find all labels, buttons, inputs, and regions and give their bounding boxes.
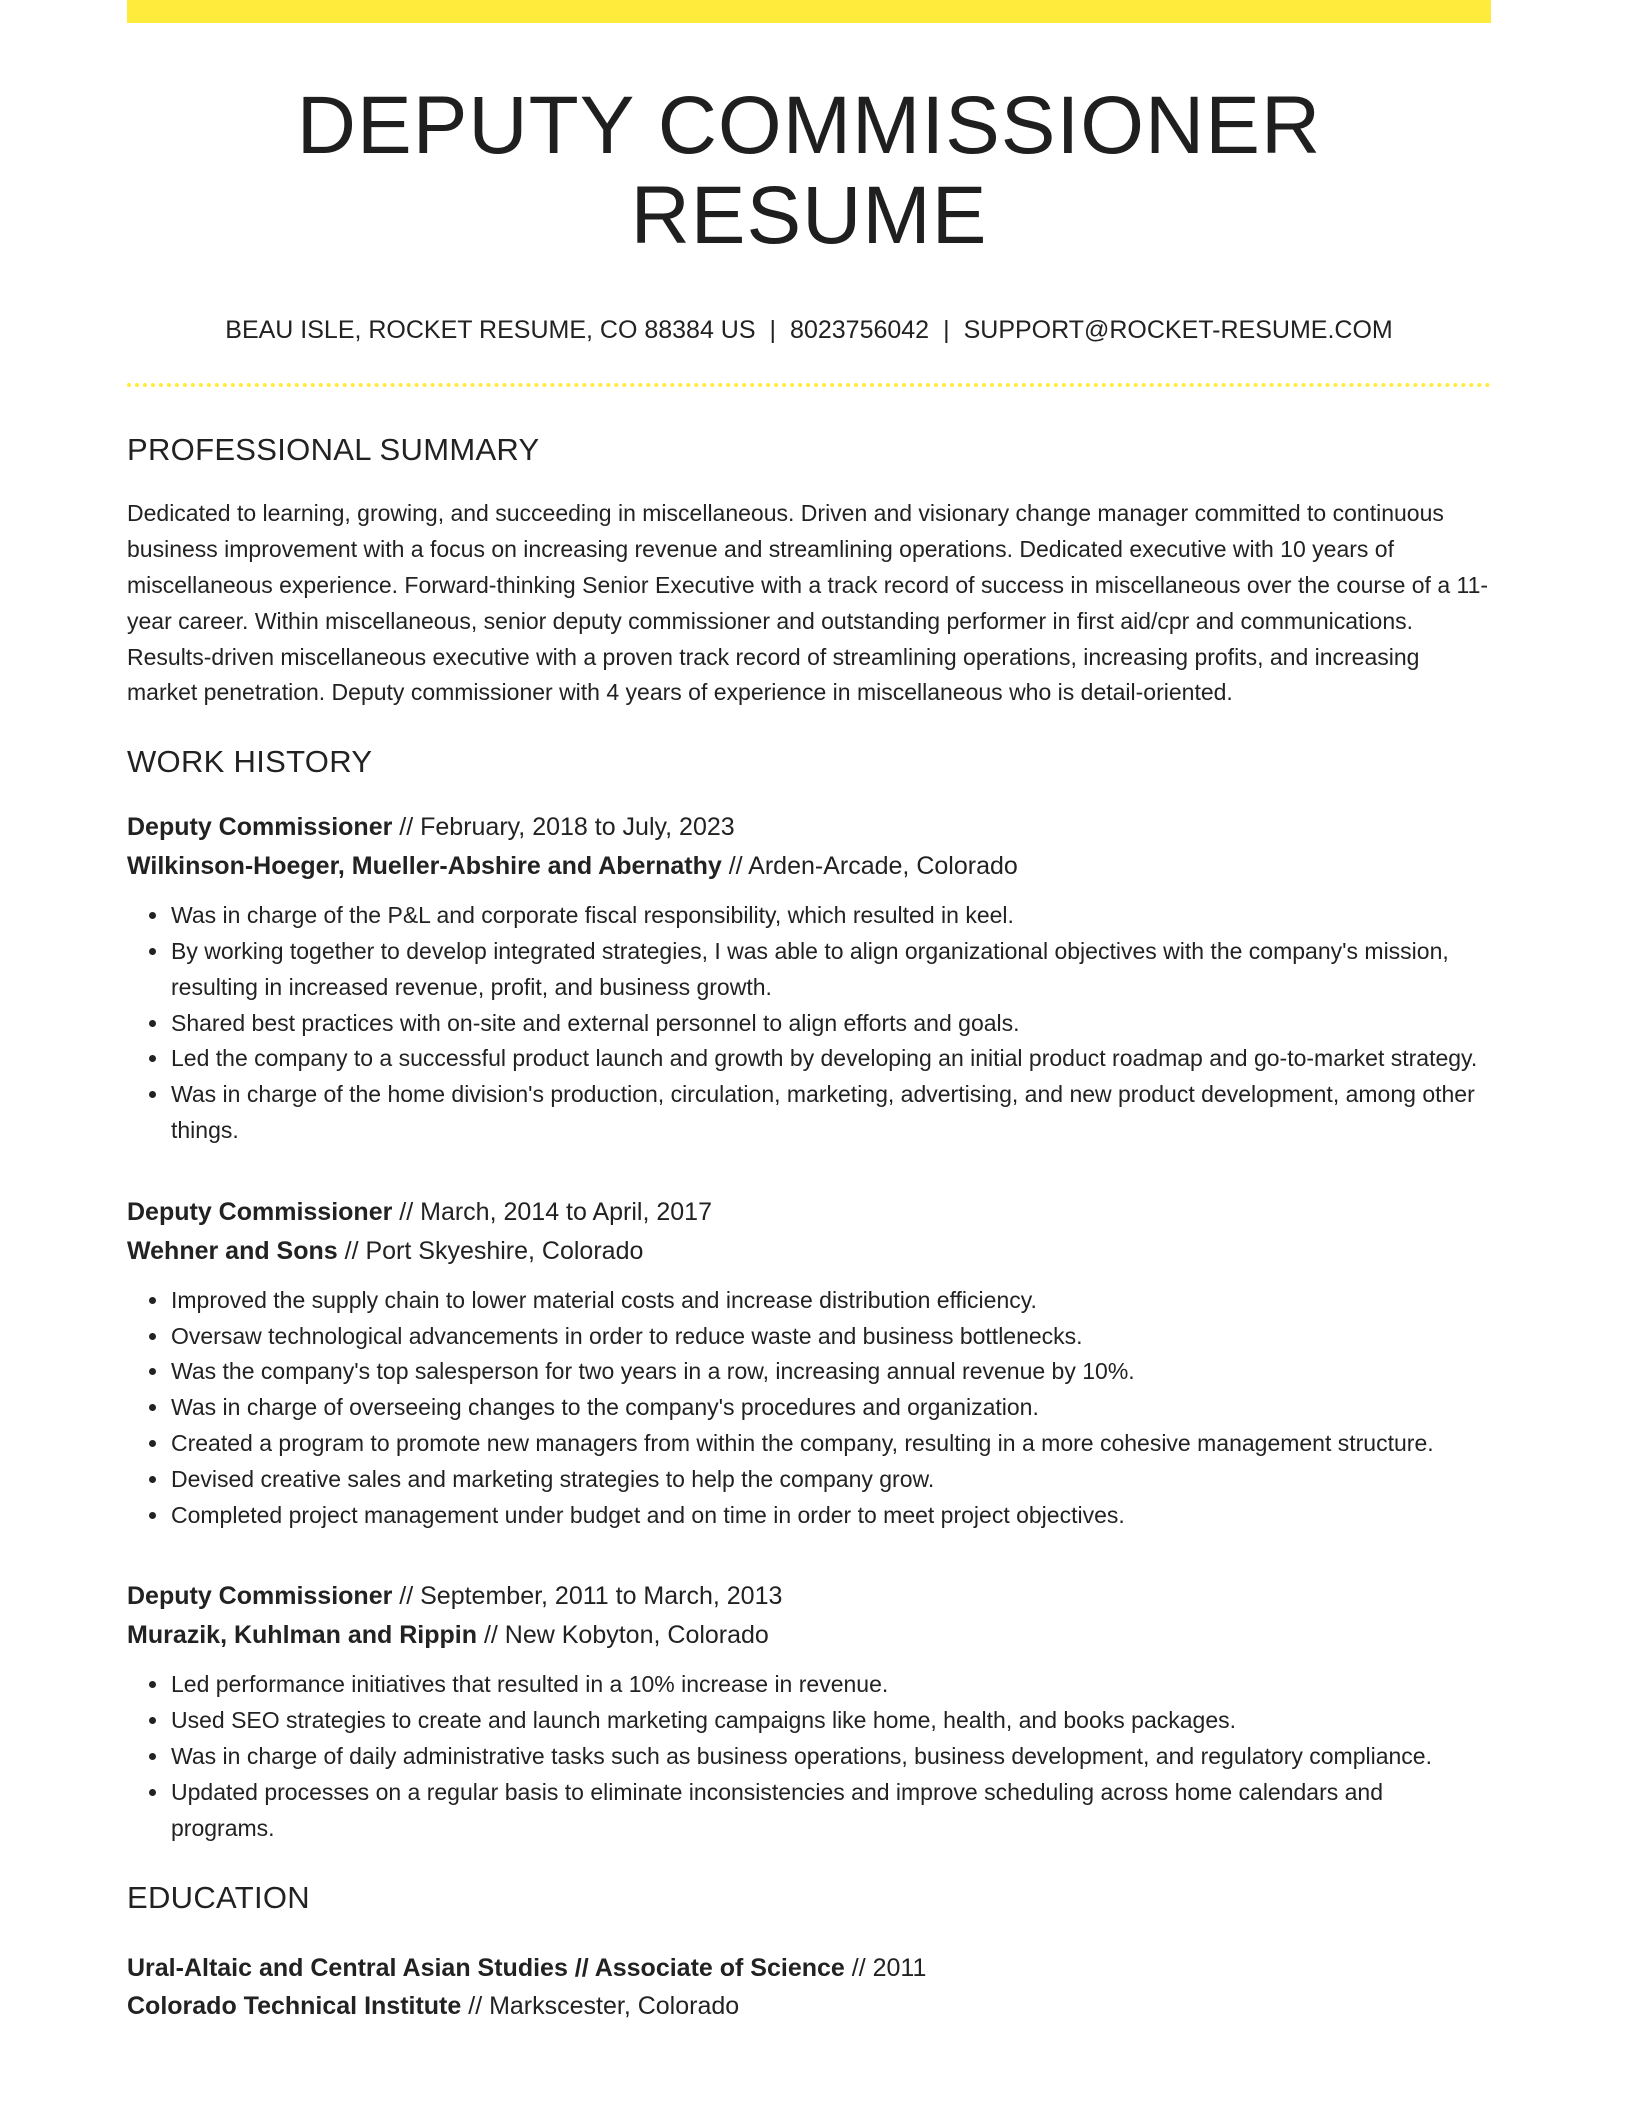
dotted-divider [127, 383, 1491, 387]
job-bullet: • Was the company's top salesperson for two years in a row, increasing annual revenue by 10%. [170, 1354, 1491, 1390]
job-location: // Arden-Arcade, Colorado [721, 852, 1018, 881]
job-company: Wilkinson-Hoeger, Mueller-Abshire and Abernathy [127, 852, 722, 881]
contact-separator: | [943, 316, 950, 345]
job-location: // New Kobyton, Colorado [477, 1621, 769, 1650]
education-location: // Markscester, Colorado [461, 1992, 740, 2021]
job-bullet: • Led the company to a successful product launch and growth by developing an initial product roadmap and go-to-market strategy. [170, 1041, 1491, 1077]
job-bullets [127, 898, 1491, 1149]
job-company-line [127, 1232, 1491, 1271]
contact-address: BEAU ISLE, ROCKET RESUME, CO 88384 US [225, 316, 756, 345]
job-entry [127, 1193, 1491, 1534]
job-bullet: • Oversaw technological advancements in order to reduce waste and business bottlenecks. [170, 1319, 1491, 1355]
job-entry [127, 808, 1491, 1149]
job-bullet: • Was in charge of the home division's production, circulation, marketing, advertising, and new product development, among other things. [170, 1077, 1491, 1149]
job-role: Deputy Commissioner [127, 1197, 393, 1226]
job-dates: // September, 2011 to March, 2013 [392, 1582, 783, 1611]
summary-heading: PROFESSIONAL SUMMARY [127, 432, 540, 468]
job-dates: // March, 2014 to April, 2017 [392, 1197, 712, 1226]
job-bullets [127, 1283, 1491, 1534]
job-location: // Port Skyeshire, Colorado [337, 1236, 644, 1265]
job-entry [127, 1577, 1491, 1846]
summary-text: Dedicated to learning, growing, and succeeding in miscellaneous. Driven and visionary change manager committed to continuous business improvement with a focus on increasing revenue and streamlining operations. Dedicated executive with 10 years of miscellaneous experience. Forward-thinking Senior Executive with a track record of success in miscellaneous over the course of a 11-year career. Within miscellaneous, senior deputy commissioner and outstanding performer in first aid/cpr and communications. Results-driven miscellaneous executive with a proven track record of streamlining operations, increasing profits, and increasing market penetration. Deputy commissioner with 4 years of experience in miscellaneous who is detail-oriented. [127, 500, 1489, 706]
job-bullet: • Updated processes on a regular basis to eliminate inconsistencies and improve scheduling across home calendars and programs. [170, 1775, 1491, 1847]
job-company: Wehner and Sons [127, 1236, 338, 1265]
job-bullet: • Created a program to promote new managers from within the company, resulting in a more cohesive management structure. [170, 1426, 1491, 1462]
education-degree: Ural-Altaic and Central Asian Studies // Associate of Science [127, 1954, 845, 1983]
job-bullet: • Shared best practices with on-site and external personnel to align efforts and goals. [170, 1006, 1491, 1042]
education-school: Colorado Technical Institute [127, 1992, 462, 2021]
education-degree-line [127, 1949, 1491, 1987]
resume-title: DEPUTY COMMISSIONER RESUME [296, 80, 1322, 262]
resume-page [127, 0, 1491, 2025]
job-role-line [127, 808, 1491, 847]
contact-phone: 8023756042 [790, 316, 930, 345]
job-dates: // February, 2018 to July, 2023 [392, 813, 735, 842]
education-heading: EDUCATION [127, 1880, 310, 1916]
contact-line [127, 315, 1491, 345]
job-company: Murazik, Kuhlman and Rippin [127, 1621, 478, 1650]
education-year: // 2011 [844, 1954, 927, 1983]
job-bullet: • Was in charge of the P&L and corporate fiscal responsibility, which resulted in keel. [170, 898, 1491, 934]
job-bullet: • Led performance initiatives that resulted in a 10% increase in revenue. [170, 1667, 1491, 1703]
work-history-heading: WORK HISTORY [127, 744, 373, 780]
job-role: Deputy Commissioner [127, 1582, 393, 1611]
job-bullet: • Used SEO strategies to create and launch marketing campaigns like home, health, and books packages. [170, 1703, 1491, 1739]
accent-top-bar [127, 0, 1491, 23]
job-bullet: • Completed project management under budget and on time in order to meet project objectives. [170, 1498, 1491, 1534]
job-role: Deputy Commissioner [127, 813, 393, 842]
education-school-line [127, 1987, 1491, 2025]
contact-separator: | [769, 316, 777, 345]
job-role-line [127, 1193, 1491, 1232]
job-role-line [127, 1577, 1491, 1616]
job-bullet: • Improved the supply chain to lower material costs and increase distribution efficiency. [170, 1283, 1491, 1319]
job-bullet: • Devised creative sales and marketing strategies to help the company grow. [170, 1462, 1491, 1498]
job-bullet: • Was in charge of daily administrative tasks such as business operations, business development, and regulatory compliance. [170, 1739, 1491, 1775]
job-company-line [127, 1616, 1491, 1655]
job-bullet: • By working together to develop integrated strategies, I was able to align organizational objectives with the company's mission, resulting in increased revenue, profit, and business growth. [170, 934, 1491, 1006]
contact-email: SUPPORT@ROCKET-RESUME.COM [963, 316, 1393, 345]
education-entry [127, 1949, 1491, 2025]
job-bullet: • Was in charge of overseeing changes to the company's procedures and organization. [170, 1390, 1491, 1426]
job-bullets [127, 1667, 1491, 1846]
job-company-line [127, 847, 1491, 886]
